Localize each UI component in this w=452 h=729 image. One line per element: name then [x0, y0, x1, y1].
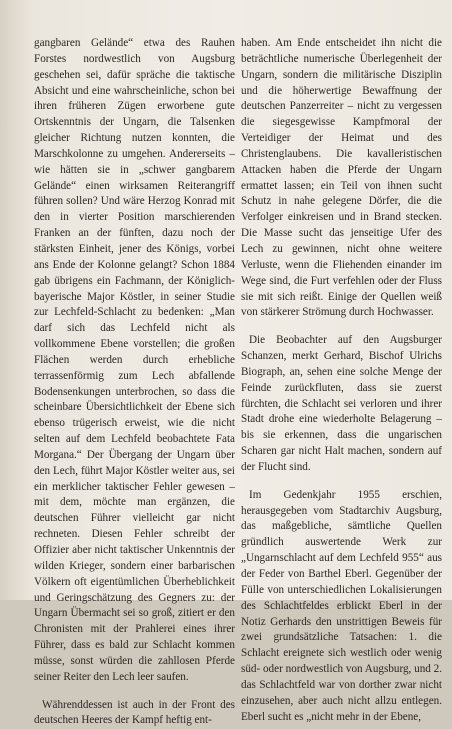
- left-paragraph-1: gangbaren Gelände“ etwa des Rauhen Forstes nordwestlich von Augsburg geschehen sei, dafür spräche die taktische Absicht und eine wahrscheinliche, schon bei ihren früheren Zügen erworbene gute Ortskenntnis der Ungarn, die Talsenken gleicher Richtung nutzen konnten, die Marschkolonne zu umgehen. Andererseits – wie hätten sie in „schwer gangbarem Gelände“ einen wirksamen Reiterangriff führen sollen? Und wäre Herzog Konrad mit den in vierter Position marschierenden Franken an der fünften, dazu noch der stärksten Einheit, jener des Königs, vorbei ans Ende der Kolonne gelangt? Schon 1884 gab übrigens ein Fachmann, der Königlich-bayerische Major Köstler, in seiner Studie zur Lechfeld-Schlacht zu bedenken: „Man darf sich das Lechfeld nicht als vollkommene Ebene vorstellen; die großen Flächen werden durch erhebliche terrassenförmig zum Lech abfallende Bodensenkungen unterbrochen, so dass die scheinbare Übersichtlichkeit der Ebene sich ebenso trügerisch erweist, wie die nicht selten auf dem Lechfeld beobachtete Fata Morgana.“ Der Übergang der Ungarn über den Lech, führt Major Köstler weiter aus, sei ein merklicher taktischer Fehler gewesen – mit dem, möchte man ergänzen, die deutschen Führer vielleicht gar nicht rechneten. Diesen Fehler schreibt der Offizier aber nicht taktischer Unkenntnis der wilden Krieger, sondern einer barbarischen Völkern oft eigentümlichen Überheblichkeit und Geringschätzung des Gegners zu: der Ungarn Übermacht sei so groß, zitiert er den Chronisten mit der Prahlerei eines ihrer Führer, dass es bald zur Schlacht kommen müsse, sonst würden die zahllosen Pferde seiner Reiter den Lech leer saufen.: [34, 37, 235, 683]
- left-column: [34, 36, 235, 729]
- right-paragraph-3: Im Gedenkjahr 1955 erschien, herausgegeben vom Stadtarchiv Augsburg, das maßgebliche, sämtliche Quellen gründlich auswertende Werk zur „Ungarnschlacht auf dem Lechfeld 955“ aus der Feder von Barthel Eberl. Gegenüber der Fülle von unterschiedlichen Lokalisierungen des Schlachtfeldes erblickt Eberl in der Notiz Gerhards den unstrittigen Beweis für zwei grundsätzliche Tatsachen: 1. die Schlacht ereignete sich westlich oder wenig süd- oder nordwestlich von Augsburg, und 2. das Schlachtfeld war von dorther zwar nicht einzusehen, aber auch nicht allzu entlegen. Eberl sucht es „nicht mehr in der Ebene,: [241, 488, 442, 723]
- paragraph-gap: [241, 321, 442, 333]
- right-paragraph-1: haben. Am Ende entscheidet ihn nicht die beträchtliche numerische Überlegenheit der Ungarn, sondern die militärische Disziplin und die höherwertige Bewaffnung der deutschen Panzerreiter – nicht zu vergessen die siegesgewisse Kampfmoral der Verteidiger der Heimat und des Christenglaubens. Die kavalleristischen Attacken haben die Pferde der Ungarn ermattet lassen; ein Teil von ihnen sucht Schutz in nahe gelegene Dörfer, die die Verfolger einkreisen und in Brand stecken. Die Masse sucht das jenseitige Ufer des Lech zu gewinnen, nicht ohne weitere Verluste, wenn die Fliehenden einander im Wege sind, die Furt verfehlen oder der Fluss sie mit sich reißt. Einige der Quellen weiß von stärkerer Strömung durch Hochwasser.: [241, 37, 442, 319]
- right-paragraph-2: Die Beobachter auf den Augsburger Schanzen, merkt Gerhard, Bischof Ulrichs Biograph, an, sehen eine solche Menge der Feinde zurückfluten, dass sie zuerst fürchten, die Schlacht sei verloren und ihrer Stadt drohe eine wiederholte Belagerung – bis sie erkennen, dass die ungarischen Scharen gar nicht Halt machen, sondern auf der Flucht sind.: [241, 334, 442, 473]
- paragraph-gap: [34, 686, 235, 698]
- right-column: [241, 36, 442, 725]
- left-paragraph-2: Währenddessen ist auch in der Front des deutschen Heeres der Kampf heftig ent-: [34, 698, 235, 727]
- paragraph-gap: [241, 476, 442, 488]
